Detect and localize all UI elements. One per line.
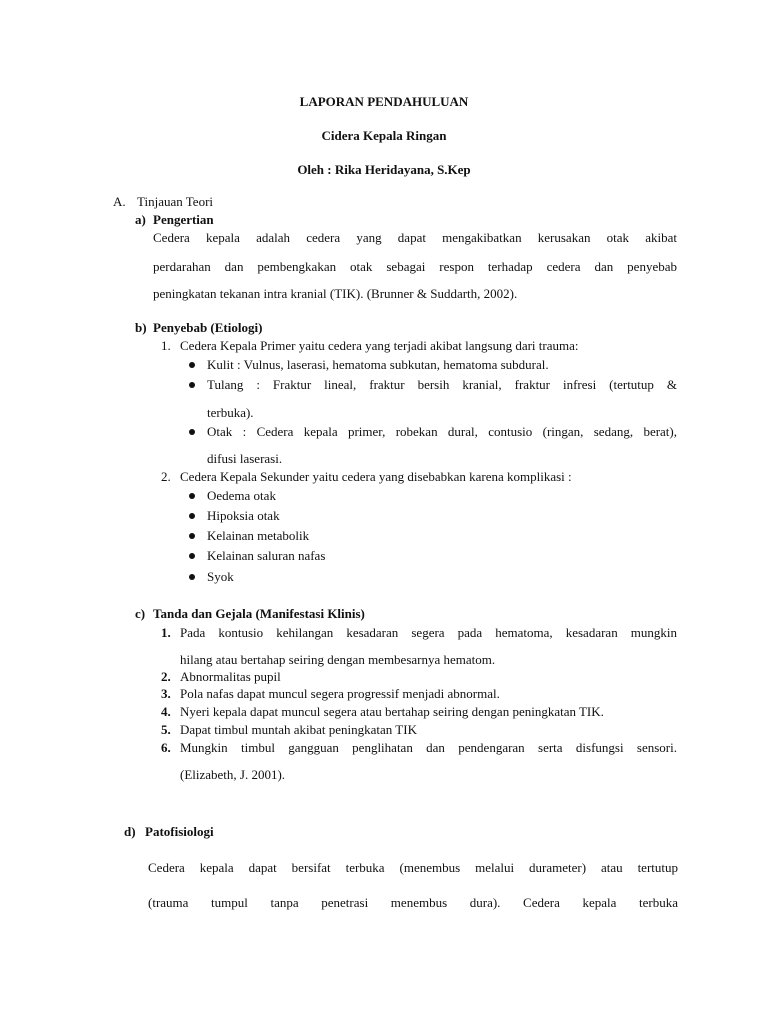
tanda-item-number: 3. [161,686,171,701]
tanda-item-text: Pola nafas dapat muncul segera progressif menjadi abnormal. [180,686,500,701]
tanda-marker: c) [135,606,146,621]
section-a-marker: A. [113,194,126,209]
etiologi-bullet-text: Tulang : Fraktur lineal, fraktur bersih kranial, fraktur infresi (tertutup & [207,377,677,392]
etiologi-bullet-text: Hipoksia otak [207,508,280,523]
patofisiologi-heading: Patofisiologi [145,824,214,839]
bullet-icon [189,513,195,519]
etiologi-bullet-text: Kelainan metabolik [207,528,310,543]
etiologi-bullet-continuation: difusi laserasi. [207,451,283,466]
pengertian-heading: Pengertian [153,212,214,227]
etiologi-item-number: 2. [161,469,171,484]
bullet-icon [189,574,195,580]
etiologi-bullet-text: Kelainan saluran nafas [207,548,326,563]
tanda-item-text: Nyeri kepala dapat muncul segera atau bertahap seiring dengan peningkatan TIK. [180,704,604,719]
tanda-item-text: Abnormalitas pupil [180,669,281,684]
tanda-item-text: Pada kontusio kehilangan kesadaran segera pada hematoma, kesadaran mungkin [180,625,677,640]
pengertian-line: Cedera kepala adalah cedera yang dapat mengakibatkan kerusakan otak akibat [153,230,677,245]
penyebab-heading: Penyebab (Etiologi) [153,320,263,335]
patofisiologi-line: (trauma tumpul tanpa penetrasi menembus dura). Cedera kepala terbuka [148,895,678,910]
etiologi-bullet-text: Otak : Cedera kepala primer, robekan dural, contusio (ringan, sedang, berat), [207,424,677,439]
etiologi-bullet-text: Kulit : Vulnus, laserasi, hematoma subkutan, hematoma subdural. [207,357,549,372]
tanda-item-number: 2. [161,669,171,684]
bullet-icon [189,553,195,559]
tanda-item-number: 5. [161,722,171,737]
etiologi-bullet-text: Oedema otak [207,488,276,503]
etiologi-item-text: Cedera Kepala Primer yaitu cedera yang terjadi akibat langsung dari trauma: [180,338,579,353]
tanda-item-number: 1. [161,625,171,640]
tanda-item-text: Dapat timbul muntah akibat peningkatan TIK [180,722,417,737]
document-title: LAPORAN PENDAHULUAN [299,94,469,109]
tanda-heading: Tanda dan Gejala (Manifestasi Klinis) [153,606,365,621]
bullet-icon [189,493,195,499]
patofisiologi-line: Cedera kepala dapat bersifat terbuka (menembus melalui durameter) atau tertutup [148,860,678,875]
bullet-icon [189,533,195,539]
etiologi-item-number: 1. [161,338,171,353]
penyebab-marker: b) [135,320,147,335]
etiologi-bullet-text: Syok [207,569,234,584]
tanda-item-text: Mungkin timbul gangguan penglihatan dan pendengaran serta disfungsi sensori. [180,740,677,755]
pengertian-line: perdarahan dan pembengkakan otak sebagai respon terhadap cedera dan penyebab [153,259,677,274]
tanda-item-number: 6. [161,740,171,755]
bullet-icon [189,429,195,435]
tanda-item-number: 4. [161,704,171,719]
document-subtitle: Cidera Kepala Ringan [321,128,447,143]
etiologi-bullet-continuation: terbuka). [207,405,254,420]
pengertian-marker: a) [135,212,146,227]
bullet-icon [189,382,195,388]
etiologi-item-text: Cedera Kepala Sekunder yaitu cedera yang disebabkan karena komplikasi : [180,469,572,484]
tanda-item-continuation: hilang atau bertahap seiring dengan membesarnya hematom. [180,652,496,667]
document-author: Oleh : Rika Heridayana, S.Kep [297,162,471,177]
patofisiologi-marker: d) [124,824,136,839]
section-a-heading: Tinjauan Teori [137,194,214,209]
pengertian-line: peningkatan tekanan intra kranial (TIK). (Brunner & Suddarth, 2002). [153,286,518,301]
tanda-item-continuation: (Elizabeth, J. 2001). [180,767,286,782]
bullet-icon [189,362,195,368]
